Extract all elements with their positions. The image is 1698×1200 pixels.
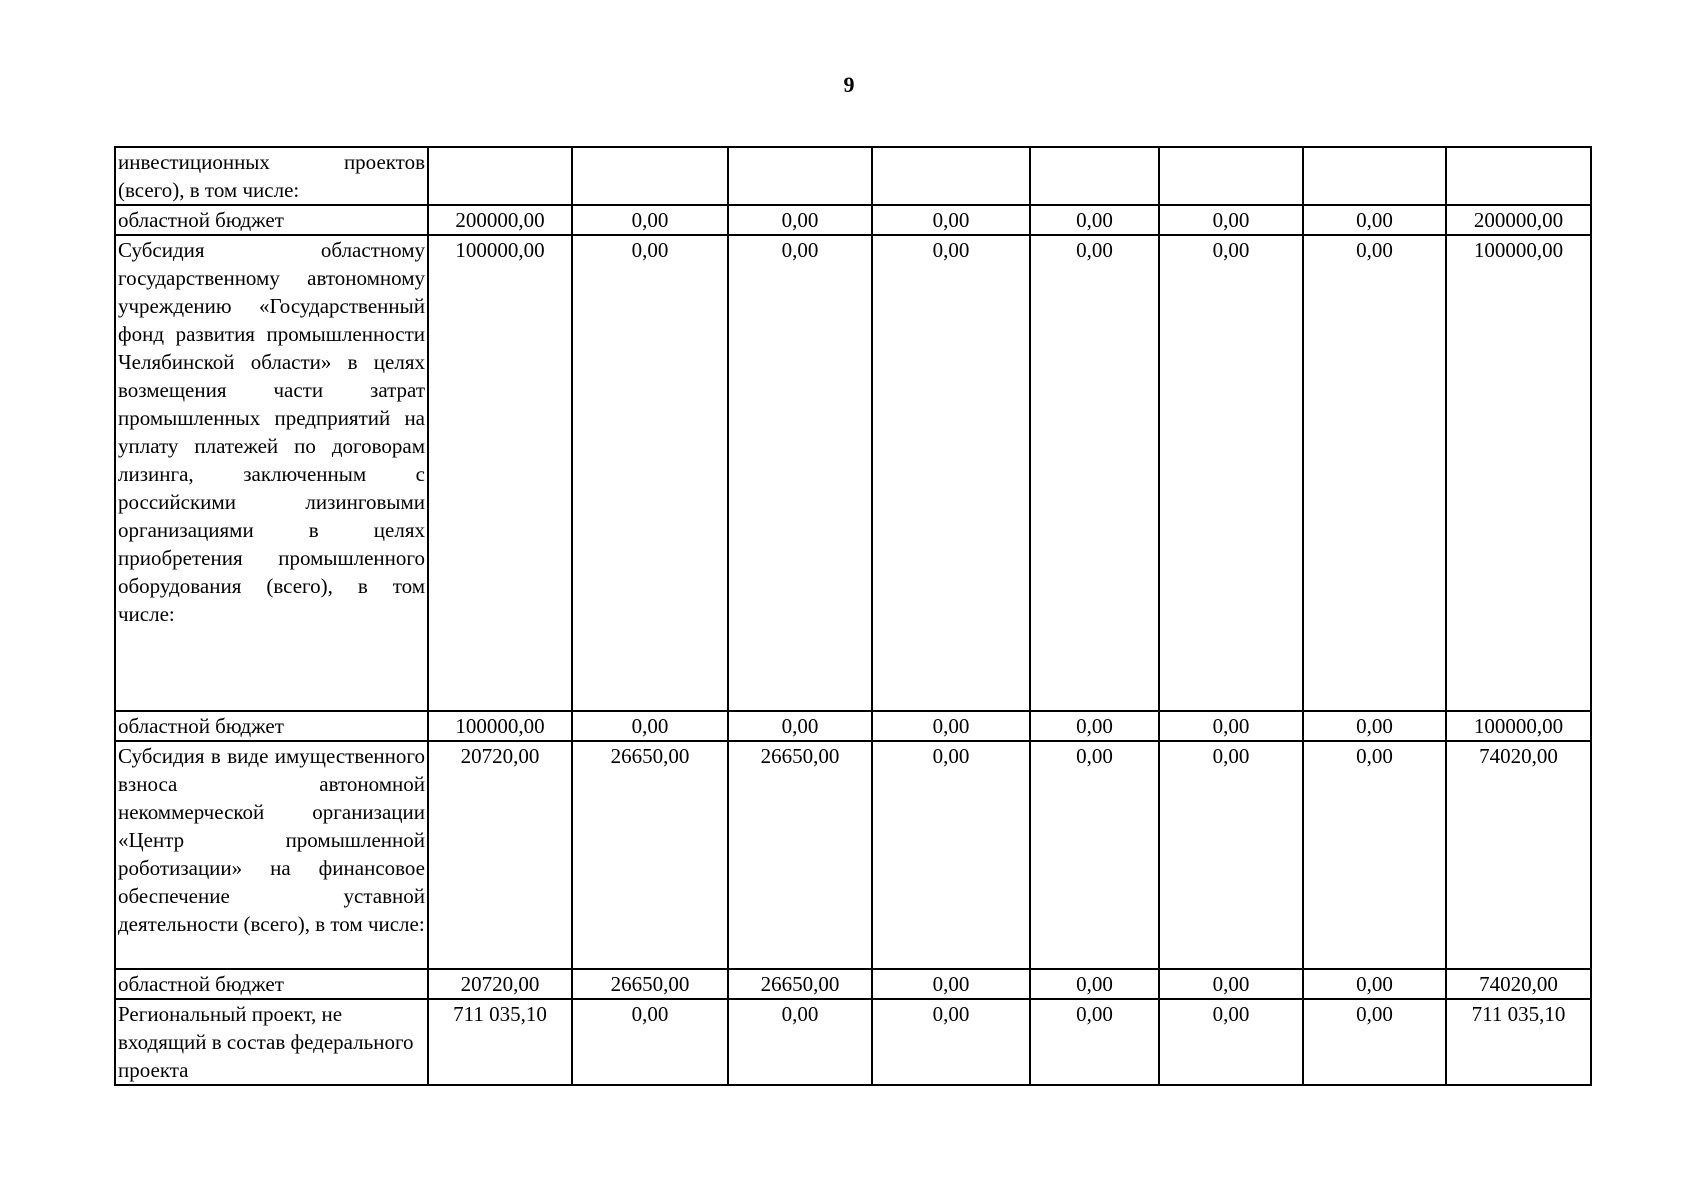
table-row <box>115 999 1591 1085</box>
table-row <box>115 147 1591 205</box>
value-cell: 0,00 <box>872 235 1030 711</box>
value-cell: 0,00 <box>1030 741 1159 969</box>
value-cell: 20720,00 <box>428 969 572 999</box>
value-cell: 26650,00 <box>728 969 872 999</box>
value-cell: 0,00 <box>572 999 728 1085</box>
row-description: областной бюджет <box>115 711 428 741</box>
value-cell <box>728 147 872 205</box>
value-cell: 0,00 <box>872 741 1030 969</box>
value-cell: 0,00 <box>572 235 728 711</box>
page-number: 9 <box>843 72 855 97</box>
value-cell: 0,00 <box>1159 711 1303 741</box>
row-description: Субсидия областному государственному автономному учреждению «Государственный фонд развития промышленности Челябинской области» в целях возмещения части затрат промышленных предприятий на уплату платежей по договорам лизинга, заключенным с российскими лизинговыми организациями в целях приобретения промышленного оборудования (всего), в том числе: <box>115 235 428 711</box>
value-cell: 0,00 <box>1303 205 1446 235</box>
total-cell: 100000,00 <box>1446 235 1591 711</box>
total-cell: 74020,00 <box>1446 741 1591 969</box>
value-cell: 0,00 <box>1030 999 1159 1085</box>
row-description: областной бюджет <box>115 969 428 999</box>
total-cell: 200000,00 <box>1446 205 1591 235</box>
value-cell: 0,00 <box>728 205 872 235</box>
value-cell: 26650,00 <box>728 741 872 969</box>
value-cell: 100000,00 <box>428 235 572 711</box>
value-cell: 0,00 <box>1303 969 1446 999</box>
table-row <box>115 969 1591 999</box>
value-cell: 0,00 <box>728 235 872 711</box>
value-cell: 711 035,10 <box>428 999 572 1085</box>
value-cell: 0,00 <box>1303 711 1446 741</box>
table-row <box>115 711 1591 741</box>
value-cell <box>428 147 572 205</box>
value-cell: 0,00 <box>1159 235 1303 711</box>
value-cell <box>1030 147 1159 205</box>
value-cell: 100000,00 <box>428 711 572 741</box>
budget-table <box>114 146 1592 1086</box>
value-cell: 0,00 <box>1030 205 1159 235</box>
value-cell <box>572 147 728 205</box>
total-cell: 100000,00 <box>1446 711 1591 741</box>
value-cell: 200000,00 <box>428 205 572 235</box>
value-cell: 0,00 <box>1030 711 1159 741</box>
table-row <box>115 741 1591 969</box>
value-cell <box>872 147 1030 205</box>
value-cell: 0,00 <box>872 711 1030 741</box>
value-cell <box>1159 147 1303 205</box>
value-cell: 0,00 <box>872 999 1030 1085</box>
value-cell: 0,00 <box>1303 999 1446 1085</box>
table-row <box>115 205 1591 235</box>
table-row <box>115 235 1591 711</box>
row-description: Субсидия в виде имущественного взноса автономной некоммерческой организации «Центр промышленной роботизации» на финансовое обеспечение уставной деятельности (всего), в том числе: <box>115 741 428 969</box>
row-description: Региональный проект, не входящий в состав федерального проекта <box>115 999 428 1085</box>
value-cell: 0,00 <box>728 999 872 1085</box>
value-cell: 0,00 <box>872 205 1030 235</box>
value-cell: 0,00 <box>1303 235 1446 711</box>
total-cell: 74020,00 <box>1446 969 1591 999</box>
row-description: областной бюджет <box>115 205 428 235</box>
value-cell: 0,00 <box>1159 205 1303 235</box>
value-cell: 20720,00 <box>428 741 572 969</box>
value-cell <box>1303 147 1446 205</box>
total-cell: 711 035,10 <box>1446 999 1591 1085</box>
row-description: инвестиционных проектов (всего), в том числе: <box>115 147 428 205</box>
value-cell: 0,00 <box>1159 969 1303 999</box>
value-cell: 0,00 <box>872 969 1030 999</box>
value-cell: 0,00 <box>1303 741 1446 969</box>
value-cell: 0,00 <box>1159 741 1303 969</box>
value-cell: 0,00 <box>1030 969 1159 999</box>
value-cell: 0,00 <box>1030 235 1159 711</box>
value-cell: 26650,00 <box>572 969 728 999</box>
value-cell: 0,00 <box>572 711 728 741</box>
total-cell <box>1446 147 1591 205</box>
value-cell: 0,00 <box>572 205 728 235</box>
value-cell: 0,00 <box>1159 999 1303 1085</box>
value-cell: 0,00 <box>728 711 872 741</box>
value-cell: 26650,00 <box>572 741 728 969</box>
